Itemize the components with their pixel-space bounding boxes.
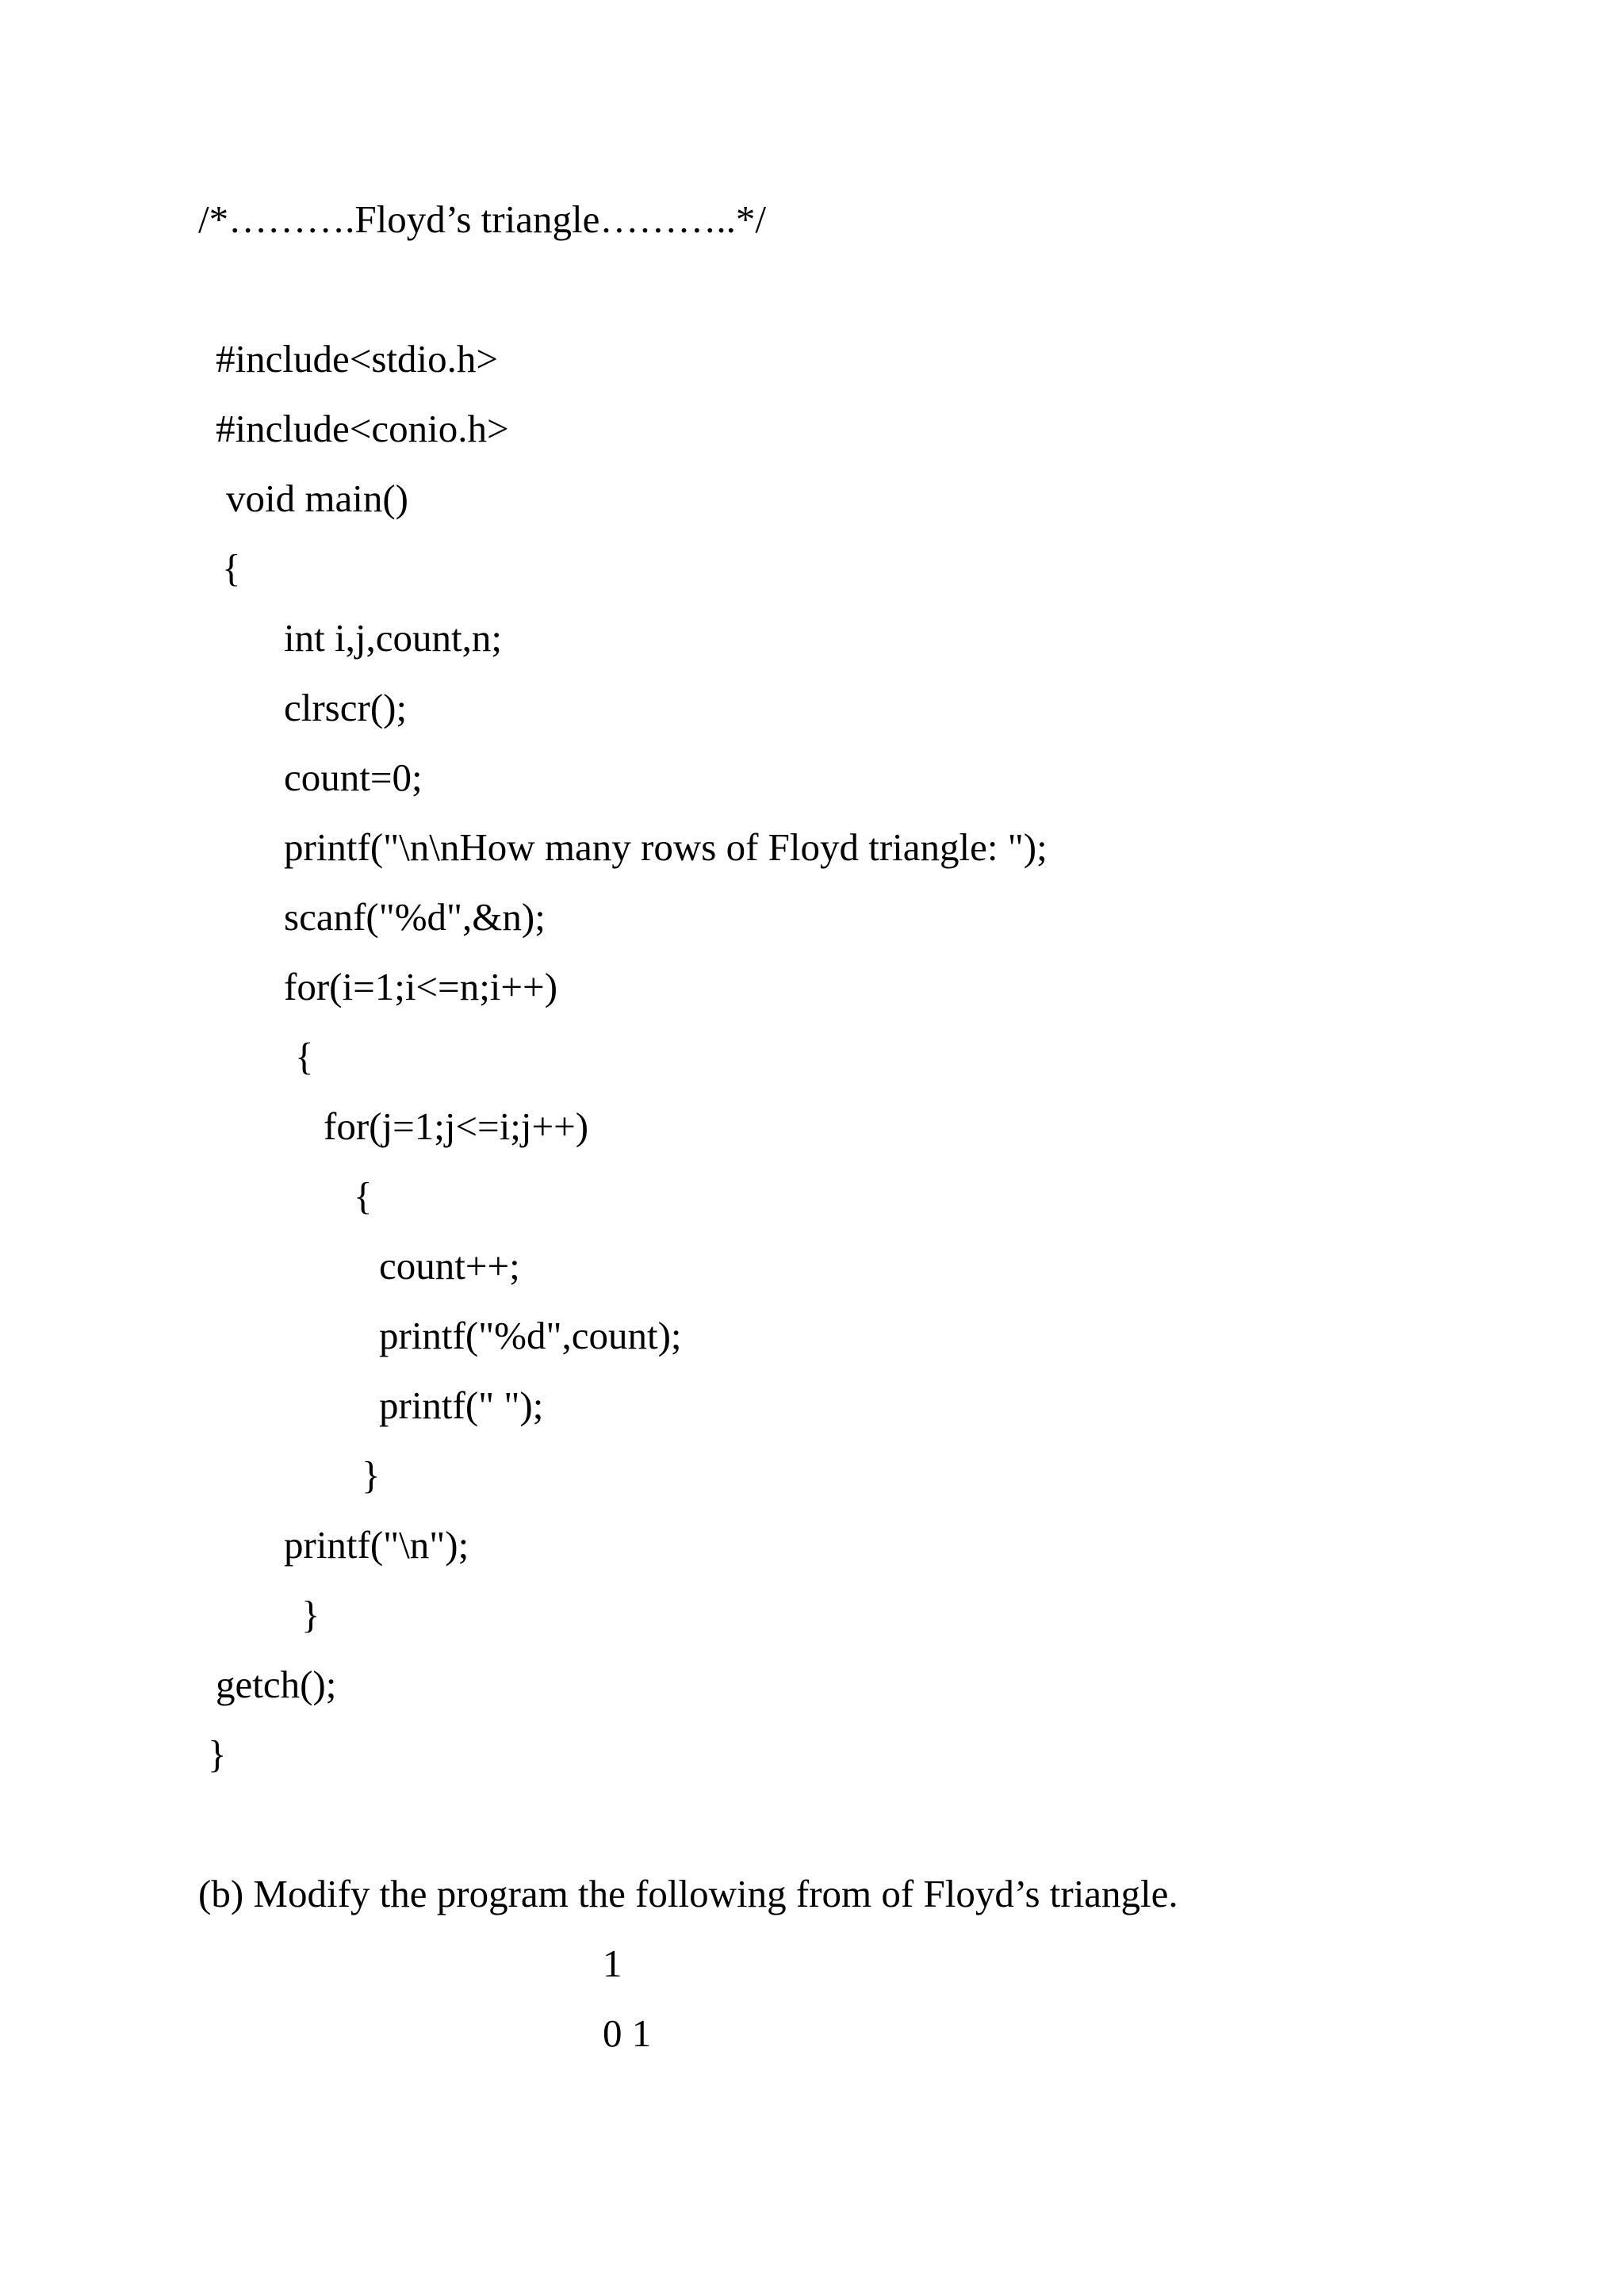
code-line-include-conio: #include<conio.h> — [216, 407, 509, 450]
title-comment: /*……….Floyd’s triangle………..*/ — [198, 197, 766, 241]
code-line-close-brace-outer: } — [301, 1593, 320, 1636]
code-line-include-stdio: #include<stdio.h> — [216, 337, 499, 381]
code-line-printf-space: printf(" "); — [379, 1383, 544, 1427]
code-line-open-brace-outer: { — [295, 1035, 314, 1078]
code-line-open-brace-main: { — [222, 546, 241, 590]
code-line-inner-for: for(j=1;j<=i;j++) — [324, 1104, 589, 1148]
code-line-printf-count: printf("%d",count); — [379, 1314, 682, 1357]
code-line-close-brace-main: } — [208, 1732, 227, 1776]
code-line-open-brace-inner: { — [354, 1174, 373, 1218]
pattern-row-1: 1 — [603, 1942, 622, 1985]
code-line-printf-newline: printf("\n"); — [284, 1523, 469, 1567]
code-line-main-signature: void main() — [226, 476, 408, 520]
code-line-getch: getch(); — [216, 1663, 337, 1706]
code-line-outer-for: for(i=1;i<=n;i++) — [284, 965, 558, 1008]
code-line-declarations: int i,j,count,n; — [284, 616, 502, 660]
code-line-scanf: scanf("%d",&n); — [284, 895, 546, 939]
code-line-count-init: count=0; — [284, 756, 423, 799]
code-line-clrscr: clrscr(); — [284, 686, 408, 729]
question-text: (b) Modify the program the following from of Floyd’s triangle. — [198, 1872, 1178, 1915]
code-line-count-increment: count++; — [379, 1244, 520, 1288]
code-line-close-brace-inner: } — [362, 1453, 381, 1497]
code-line-printf-prompt: printf("\n\nHow many rows of Floyd triangle: "); — [284, 825, 1048, 869]
pattern-row-2: 0 1 — [603, 2011, 652, 2055]
